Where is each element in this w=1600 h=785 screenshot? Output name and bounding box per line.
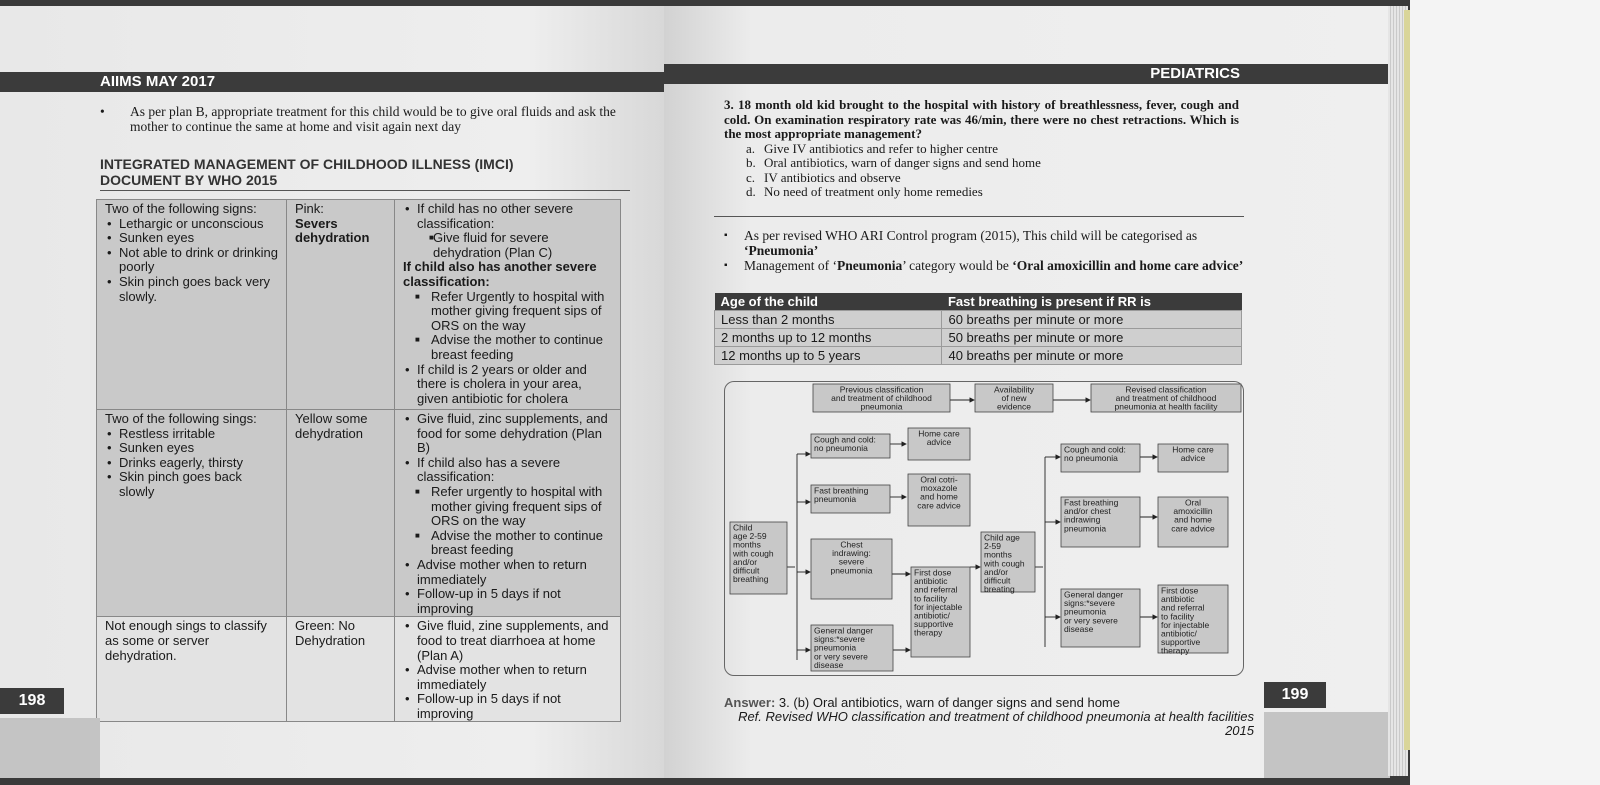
- old-first-dose-box-label: to facility: [914, 593, 948, 604]
- child-age-mid-box-label: breating: [984, 584, 1015, 595]
- table-row: [715, 311, 1242, 329]
- page-corner-shade: [0, 718, 100, 778]
- old-cotrimoxazole-box-label: and home: [920, 491, 958, 502]
- option-d: [724, 185, 1239, 200]
- revised-classification-box-label: Revised classification: [1125, 384, 1207, 395]
- revised-classification-box: [1091, 384, 1241, 412]
- list-item: • Advise mother when to return immediately: [403, 558, 614, 587]
- signs-cell: [97, 410, 287, 617]
- section-rule: [100, 190, 630, 191]
- intro-bullet-text: As per plan B, appropriate treatment for this child would be to give oral fluids and ask the mother to continue the same at home and visit again next day: [130, 104, 616, 134]
- old-cotrimoxazole-box-label: Oral cotri-: [920, 474, 958, 485]
- new-amoxicillin-box: [1158, 497, 1228, 547]
- new-first-dose-box-label: for injectable: [1161, 619, 1210, 630]
- table-cell: 2 months up to 12 months: [715, 329, 942, 347]
- column-header: Fast breathing is present if RR is: [942, 293, 1242, 311]
- old-first-dose-box-label: and referral: [914, 584, 958, 595]
- list-item: ■ Give fluid for severe dehydration (Plan C): [417, 231, 614, 260]
- treatment-text: If child has no other severe classification:: [417, 201, 574, 231]
- table-row: [97, 617, 621, 722]
- old-general-danger-box-label: disease: [814, 659, 844, 670]
- list-item: • Skin pinch goes back slowly: [105, 470, 280, 499]
- old-home-care-box-label: Home care: [918, 428, 960, 439]
- old-chest-indrawing-box: [811, 539, 892, 599]
- treatment-cell: [395, 410, 621, 617]
- list-item: • Lethargic or unconscious: [105, 217, 280, 232]
- child-age-mid-box-label: difficult: [984, 575, 1011, 586]
- table-cell: 12 months up to 5 years: [715, 347, 942, 365]
- old-chest-indrawing-box-label: indrawing:: [832, 548, 871, 559]
- list-item: • Give fluid, zinc supplements, and food for some dehydration (Plan B): [403, 412, 614, 456]
- child-age-mid-box-label: Child age: [984, 532, 1020, 543]
- new-fast-breathing-box-label: pneumonia: [1064, 523, 1107, 534]
- new-first-dose-box-label: supportive: [1161, 637, 1201, 648]
- new-first-dose-box-label: to facility: [1161, 611, 1195, 622]
- table-header-row: [715, 293, 1242, 311]
- table-row: [97, 410, 621, 617]
- old-general-danger-box-label: or very severe: [814, 651, 868, 662]
- right-page-header: PEDIATRICS: [664, 64, 1390, 84]
- list-item: ■ Advise the mother to continue breast feeding: [403, 529, 614, 558]
- right-page-number: 199: [1264, 682, 1326, 708]
- option-letter: c.: [746, 169, 756, 185]
- question-block: [724, 98, 1239, 200]
- child-age-mid-box-label: and/or: [984, 566, 1009, 577]
- list-item: • Drinks eagerly, thirsty: [105, 456, 280, 471]
- question-rule: [714, 216, 1244, 217]
- new-cough-cold-box: [1061, 444, 1140, 472]
- child-age-box-label: Child: [733, 522, 753, 533]
- explanation-bold: Pneumonia: [836, 258, 903, 273]
- new-home-care-box-label: Home care: [1172, 444, 1214, 455]
- question-number: 3.: [724, 97, 734, 112]
- list-item: • Not able to drink or drinking poorly: [105, 246, 280, 275]
- old-home-care-box-label: advice: [926, 437, 952, 448]
- list-item: • Give fluid, zine supplements, and food to treat diarrhoea at home (Plan A): [403, 619, 614, 663]
- new-general-danger-box-label: General danger: [1064, 589, 1124, 600]
- page-corner-shade: [1264, 712, 1390, 778]
- old-cough-cold-box-label: Cough and cold:: [814, 434, 876, 445]
- bullet-icon: •: [100, 104, 105, 119]
- option-text: Give IV antibiotics and refer to higher centre: [764, 140, 999, 156]
- new-first-dose-box-label: antibiotic/: [1161, 628, 1197, 639]
- column-header: Age of the child: [715, 293, 942, 311]
- old-fast-breathing-box: [811, 485, 890, 513]
- new-first-dose-box: [1158, 585, 1228, 656]
- new-cough-cold-box-label: Cough and cold:: [1064, 444, 1126, 455]
- option-b: [724, 156, 1239, 171]
- table-cell: 60 breaths per minute or more: [942, 311, 1242, 329]
- question-body: 18 month old kid brought to the hospital with history of breathlessness, fever, cough and cold. On examination respiratory rate was 46/min, there were no chest retractions. Which is the most appropriate management?: [724, 97, 1239, 141]
- prev-classification-box-label: pneumonia: [860, 401, 903, 412]
- new-fast-breathing-box: [1061, 497, 1140, 547]
- child-age-box-label: months: [733, 539, 761, 550]
- respiratory-rate-table: [714, 293, 1242, 365]
- intro-bullet: [100, 104, 630, 134]
- explanation-list: [724, 228, 1244, 273]
- table-cell: Less than 2 months: [715, 311, 942, 329]
- child-age-mid-box-label: with cough: [984, 558, 1025, 569]
- signs-cell: Not enough sings to classify as some or server dehydration.: [97, 617, 287, 722]
- old-cotrimoxazole-box-label: care advice: [917, 500, 961, 511]
- new-fast-breathing-box-label: Fast breathing: [1064, 497, 1119, 508]
- explanation-text: As per revised WHO ARI Control program (2015), This child will be categorised as: [744, 228, 1198, 243]
- old-cotrimoxazole-box: [908, 474, 970, 526]
- table-row: [97, 200, 621, 410]
- old-first-dose-box: [911, 567, 970, 657]
- list-item: • Follow-up in 5 days if not improving: [403, 587, 614, 616]
- section-title-line2: DOCUMENT BY WHO 2015: [100, 172, 278, 188]
- availability-box: [975, 384, 1053, 412]
- list-item: • If child also has a severe classification:: [403, 456, 614, 485]
- answer-text: 3. (b) Oral antibiotics, warn of danger signs and send home: [778, 695, 1120, 710]
- signs-cell: [97, 200, 287, 410]
- new-first-dose-box-label: First dose: [1161, 585, 1199, 596]
- new-fast-breathing-box-label: indrawing: [1064, 514, 1101, 525]
- child-age-mid-box: [981, 532, 1035, 594]
- old-first-dose-box-label: First dose: [914, 567, 952, 578]
- classification-cell: Green: No Dehydration: [287, 617, 395, 722]
- old-general-danger-box-label: pneumonia: [814, 642, 857, 653]
- option-text: Oral antibiotics, warn of danger signs and send home: [764, 155, 1041, 170]
- list-item: • Skin pinch goes back very slowly.: [105, 275, 280, 304]
- table-row: [715, 329, 1242, 347]
- classification-cell: Yellow some dehydration: [287, 410, 395, 617]
- old-first-dose-box-label: antibiotic/: [914, 610, 950, 621]
- new-first-dose-box-label: therapy: [1161, 645, 1190, 656]
- old-first-dose-box-label: antibiotic: [914, 576, 948, 587]
- old-general-danger-box: [811, 625, 893, 671]
- child-age-box-label: difficult: [733, 565, 760, 576]
- option-letter: d.: [746, 184, 756, 199]
- new-general-danger-box-label: pneumonia: [1064, 606, 1107, 617]
- old-first-dose-box-label: supportive: [914, 619, 954, 630]
- new-cough-cold-box-label: no pneumonia: [1064, 453, 1118, 464]
- classification-label: Severs dehydration: [295, 215, 370, 246]
- section-title-line1: INTEGRATED MANAGEMENT OF CHILDHOOD ILLNESS (IMCI): [100, 156, 514, 172]
- options-list: [724, 142, 1239, 200]
- table-cell: 40 breaths per minute or more: [942, 347, 1242, 365]
- new-amoxicillin-box-label: amoxicillin: [1173, 506, 1213, 517]
- explanation-text: ’ category would be: [902, 258, 1013, 273]
- availability-box-label: Availability: [993, 384, 1035, 395]
- list-item: [724, 258, 1244, 273]
- prev-classification-box-label: and treatment of childhood: [831, 393, 932, 404]
- option-letter: b.: [746, 155, 756, 170]
- treatment-heading: If child also has another severe classification:: [403, 259, 597, 289]
- availability-box-label: evidence: [996, 401, 1032, 412]
- list-item: ■ Refer urgently to hospital with mother giving frequent sips of ORS on the way: [403, 485, 614, 529]
- option-text: IV antibiotics and observe: [764, 169, 901, 185]
- old-chest-indrawing-box-label: pneumonia: [830, 565, 873, 576]
- section-title: [100, 156, 630, 188]
- new-general-danger-box-label: signs:*severe: [1064, 598, 1116, 609]
- option-letter: a.: [746, 140, 756, 156]
- list-item: • Sunken eyes: [105, 231, 280, 246]
- treatment-cell: [395, 200, 621, 410]
- flowchart-svg: [725, 382, 1245, 677]
- old-fast-breathing-box-label: pneumonia: [814, 494, 857, 505]
- list-item: [724, 228, 1244, 258]
- old-cough-cold-box: [811, 434, 890, 458]
- list-item: • Advise mother when to return immediately: [403, 663, 614, 692]
- classification-cell: [287, 200, 395, 410]
- child-age-mid-box-label: 2-59: [984, 541, 1002, 552]
- list-item: • Sunken eyes: [105, 441, 280, 456]
- list-item: [403, 202, 614, 260]
- old-cough-cold-box-label: no pneumonia: [814, 443, 868, 454]
- old-fast-breathing-box-label: Fast breathing: [814, 485, 869, 496]
- explanation-bold: ‘Oral amoxicillin and home care advice’: [1012, 258, 1244, 273]
- old-cotrimoxazole-box-label: moxazole: [920, 483, 958, 494]
- left-page-number: 198: [0, 688, 64, 714]
- child-age-box-label: with cough: [733, 548, 774, 559]
- option-text: No need of treatment only home remedies: [764, 184, 983, 199]
- answer-reference: Ref. Revised WHO classification and treatment of childhood pneumonia at health facilities 2015: [738, 709, 1254, 738]
- old-chest-indrawing-box-label: severe: [838, 556, 865, 567]
- explanation-bold: ‘Pneumonia’: [744, 243, 819, 258]
- list-item: • Restless irritable: [105, 427, 280, 442]
- right-page: [664, 6, 1390, 778]
- new-general-danger-box: [1061, 589, 1140, 647]
- old-chest-indrawing-box-label: Chest: [840, 539, 863, 550]
- list-item: • If child is 2 years or older and there is cholera in your area, given antibiotic for cholera: [403, 363, 614, 407]
- revised-classification-box-label: and treatment of childhood: [1115, 393, 1217, 404]
- old-general-danger-box-label: General danger: [814, 625, 874, 636]
- answer-label: Answer:: [724, 695, 776, 710]
- new-home-care-box-label: advice: [1180, 453, 1206, 464]
- new-fast-breathing-box-label: and/or chest: [1064, 506, 1111, 517]
- prev-classification-box: [813, 384, 950, 412]
- signs-intro: Two of the following sings:: [105, 411, 257, 426]
- imci-table: [96, 199, 621, 722]
- new-home-care-box: [1158, 444, 1228, 472]
- old-general-danger-box-label: signs:*severe: [814, 634, 866, 645]
- pneumonia-flowchart: [724, 381, 1244, 676]
- new-amoxicillin-box-label: and home: [1174, 514, 1212, 525]
- child-age-box-label: and/or: [733, 556, 758, 567]
- availability-box-label: of new: [1001, 393, 1027, 404]
- treatment-cell: [395, 617, 621, 722]
- new-first-dose-box-label: and referral: [1161, 602, 1205, 613]
- list-item: • Follow-up in 5 days if not improving: [403, 692, 614, 721]
- left-page: [0, 6, 664, 778]
- old-home-care-box: [908, 428, 970, 460]
- question-text: [724, 98, 1239, 142]
- child-age-box: [730, 522, 787, 594]
- background-surface: [1410, 0, 1600, 785]
- new-amoxicillin-box-label: care advice: [1171, 523, 1215, 534]
- child-age-box-label: age 2-59: [733, 531, 767, 542]
- old-first-dose-box-label: for injectable: [914, 601, 963, 612]
- new-amoxicillin-box-label: Oral: [1184, 497, 1202, 508]
- new-general-danger-box-label: or very severe: [1064, 615, 1118, 626]
- flowchart-boxes: [730, 384, 1241, 671]
- answer-block: [724, 696, 1254, 738]
- left-page-header: AIIMS MAY 2017: [0, 72, 664, 92]
- child-age-mid-box-label: months: [984, 549, 1012, 560]
- new-first-dose-box-label: antibiotic: [1161, 594, 1195, 605]
- child-age-box-label: breathing: [733, 574, 769, 585]
- option-a: [724, 142, 1239, 157]
- new-general-danger-box-label: disease: [1064, 623, 1094, 634]
- prev-classification-box-label: Previous classification: [839, 384, 924, 395]
- revised-classification-box-label: pneumonia at health facility: [1114, 401, 1218, 412]
- table-row: [715, 347, 1242, 365]
- list-item: ■ Refer Urgently to hospital with mother giving frequent sips of ORS on the way: [403, 290, 614, 334]
- list-item: ■ Advise the mother to continue breast feeding: [403, 333, 614, 362]
- old-first-dose-box-label: therapy: [914, 627, 943, 638]
- signs-intro: Two of the following signs:: [105, 201, 257, 216]
- classification-prefix: Pink:: [295, 201, 324, 216]
- table-cell: 50 breaths per minute or more: [942, 329, 1242, 347]
- explanation-text: Management of ‘: [744, 258, 837, 273]
- option-c: [724, 171, 1239, 186]
